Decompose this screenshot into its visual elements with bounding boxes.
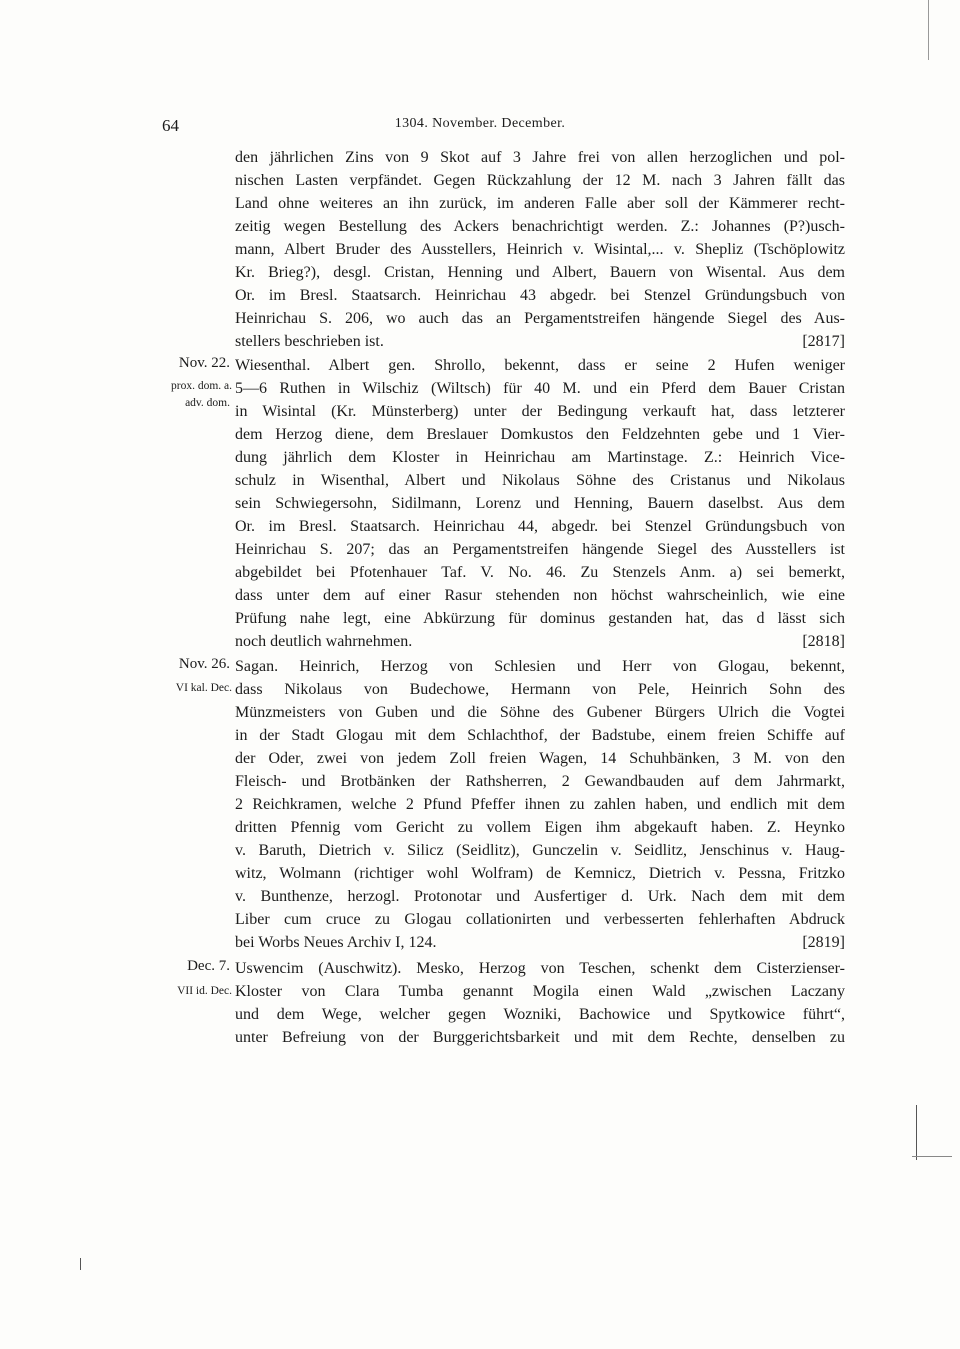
text-line: unter Befreiung von der Burggerichtsbarkeit und mit dem Rechte, denselben zu bbox=[235, 1029, 845, 1046]
text-line: schulz in Wisenthal, Albert und Nikolaus Söhne des Cristanus und Nikolaus bbox=[235, 472, 845, 489]
margin-date: Nov. 26. bbox=[178, 656, 230, 672]
scan-edge-mark bbox=[928, 0, 929, 60]
text-line: nischen Lasten verpfändet. Gegen Rückzahlung der 12 M. nach 3 Jahren fällt das bbox=[235, 172, 845, 189]
text-line: Uswencim (Auschwitz). Mesko, Herzog von Teschen, schenkt dem Cisterzienser- bbox=[235, 960, 845, 977]
entry-ref-2819: [2819] bbox=[802, 934, 845, 951]
text-line: Sagan. Heinrich, Herzog von Schlesien und Herr von Glogau, bekennt, bbox=[235, 658, 845, 675]
text-line: mann, Albert Bruder des Ausstellers, Heinrich v. Wisintal,... v. Shepliz (Tschöplowitz bbox=[235, 241, 845, 258]
text-line: Kloster von Clara Tumba genannt Mogila einen Wald „zwischen Laczany bbox=[235, 983, 845, 1000]
text-line-with-ref bbox=[235, 331, 845, 353]
text-line: Heinrichau S. 207; das an Pergamentstreifen hängende Siegel des Ausstellers ist bbox=[235, 541, 845, 558]
text-line: den jährlichen Zins von 9 Skot auf 3 Jahre frei von allen herzoglichen und pol- bbox=[235, 149, 845, 166]
text-line: in der Stadt Glogau mit dem Schlachthof, der Badstube, einem freien Schiffe auf bbox=[235, 727, 845, 744]
entry-ref-2817: [2817] bbox=[802, 333, 845, 350]
entry-ref-2818: [2818] bbox=[802, 633, 845, 650]
margin-date: Nov. 22. bbox=[178, 355, 230, 371]
margin-note: adv. dom. bbox=[185, 397, 230, 409]
margin-note: VII id. Dec. bbox=[177, 985, 232, 997]
text-line-end: stellers beschrieben ist. bbox=[235, 333, 384, 350]
text-line: 5—6 Ruthen in Wilschiz (Wiltsch) für 40 M. und ein Pferd dem Bauer Cristan bbox=[235, 380, 845, 397]
text-line: Münzmeisters von Guben und die Söhne des Gubener Bürgers Ulrich die Vogtei bbox=[235, 704, 845, 721]
text-line: dem Herzog diene, dem Breslauer Domkustos den Feldzehnten gebe und 1 Vier- bbox=[235, 426, 845, 443]
text-line-with-ref bbox=[235, 631, 845, 653]
text-line: Liber cum cruce zu Glogau collationirten und verbesserten fehlerhaften Abdruck bbox=[235, 911, 845, 928]
page-number: 64 bbox=[162, 116, 179, 135]
text-line: sein Schwiegersohn, Sidilmann, Lorenz und Henning, Bauern daselbst. Aus dem bbox=[235, 495, 845, 512]
text-line: Prüfung nahe legt, eine Abkürzung für dominus gestanden hat, das d lässt sich bbox=[235, 610, 845, 627]
text-line: 2 Reichkramen, welche 2 Pfund Pfeffer ihnen zu zahlen haben, und endlich mit dem bbox=[235, 796, 845, 813]
running-head: 1304. November. December. bbox=[394, 116, 566, 131]
text-line: der Oder, zwei von jedem Zoll freien Wagen, 14 Schuhbänken, 3 M. von den bbox=[235, 750, 845, 767]
text-line: dritten Pfennig vom Gericht zu vollem Eigen ihm abgekauft haben. Z. Heynko bbox=[235, 819, 845, 836]
margin-note: VI kal. Dec. bbox=[175, 682, 232, 694]
margin-note: prox. dom. a. bbox=[170, 380, 232, 392]
text-line: Land ohne weiteres an ihn zurück, im anderen Falle aber soll der Kämmerer recht- bbox=[235, 195, 845, 212]
scan-edge-mark bbox=[916, 1105, 917, 1160]
text-line-end: noch deutlich wahrnehmen. bbox=[235, 633, 413, 650]
text-line: abgebildet bei Pfotenhauer Taf. V. No. 46. Zu Stenzels Anm. a) sei bemerkt, bbox=[235, 564, 845, 581]
text-line: Fleisch- und Brotbänken der Rathsherren, 2 Gewandbauden auf dem Jahrmarkt, bbox=[235, 773, 845, 790]
text-line-end: bei Worbs Neues Archiv I, 124. bbox=[235, 934, 437, 951]
text-line: zeitig wegen Bestellung des Ackers benachrichtigt werden. Z.: Johannes (P?)usch- bbox=[235, 218, 845, 235]
text-line: dung jährlich dem Kloster in Heinrichau am Martinstage. Z.: Heinrich Vice- bbox=[235, 449, 845, 466]
text-line: Wiesenthal. Albert gen. Shrollo, bekennt, dass er seine 2 Hufen weniger bbox=[235, 357, 845, 374]
text-line: witz, Wolmann (richtiger wohl Wolfram) de Kemnicz, Dietrich v. Pessna, Fritzko bbox=[235, 865, 845, 882]
text-line: dass unter dem auf einer Rasur stehenden non höchst wahrscheinlich, wie eine bbox=[235, 587, 845, 604]
text-line: und dem Wege, welcher gegen Wozniki, Bachowice und Spytkowice führt“, bbox=[235, 1006, 845, 1023]
text-line: v. Bunthenze, herzogl. Protonotar und Ausfertiger d. Urk. Nach dem mit dem bbox=[235, 888, 845, 905]
scan-edge-mark bbox=[912, 1156, 952, 1157]
text-line-with-ref bbox=[235, 932, 845, 954]
text-line: v. Baruth, Dietrich v. Silicz (Seidlitz), Gunczelin v. Seidlitz, Jenschinus v. Haug- bbox=[235, 842, 845, 859]
margin-date: Dec. 7. bbox=[187, 958, 230, 974]
text-line: dass Nikolaus von Budechowe, Hermann von Pele, Heinrich Sohn des bbox=[235, 681, 845, 698]
text-line: Or. im Bresl. Staatsarch. Heinrichau 44, abgedr. bei Stenzel Gründungsbuch von bbox=[235, 518, 845, 535]
scan-edge-mark bbox=[80, 1258, 81, 1270]
text-line: Or. im Bresl. Staatsarch. Heinrichau 43 abgedr. bei Stenzel Gründungsbuch von bbox=[235, 287, 845, 304]
text-line: Kr. Brieg?), desgl. Cristan, Henning und Albert, Bauern von Wisental. Aus dem bbox=[235, 264, 845, 281]
text-line: Heinrichau S. 206, wo auch das an Pergamentstreifen hängende Siegel des Aus- bbox=[235, 310, 845, 327]
text-line: in Wisintal (Kr. Münsterberg) unter der Bedingung verkauft hat, dass letzterer bbox=[235, 403, 845, 420]
